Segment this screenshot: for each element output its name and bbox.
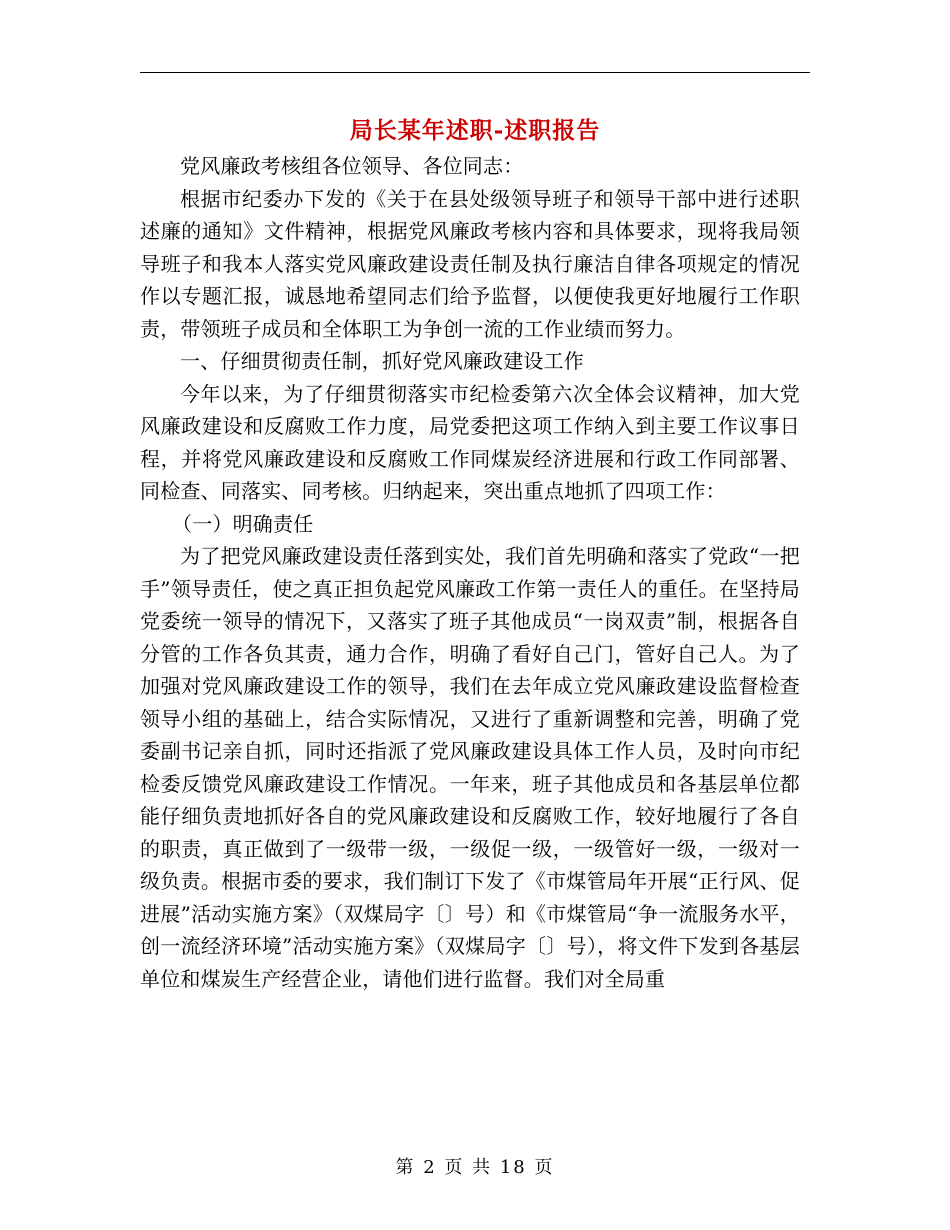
intro-paragraph: 根据市纪委办下发的《关于在县处级领导班子和领导干部中进行述职述廉的通知》文件精神，根据党风廉政考核内容和具体要求，现将我局领导班子和我本人落实党风廉政建设责任制及执行廉洁自律各项规定的情况作以专题汇报，诚恳地希望同志们给予监督，以便使我更好地履行工作职责，带领班子成员和全体职工为争创一流的工作业绩而努力。	[140, 186, 800, 341]
header-rule	[140, 72, 810, 73]
document-body	[140, 150, 800, 995]
subsection-paragraph-1: 为了把党风廉政建设责任落到实处，我们首先明确和落实了党政“一把手”领导责任，使之真正担负起党风廉政工作第一责任人的重任。在坚持局党委统一领导的情况下，又落实了班子其他成员“一岗双责”制，根据各自分管的工作各负其责，通力合作，明确了看好自己门，管好自己人。为了加强对党风廉政建设工作的领导，我们在去年成立党风廉政建设监督检查领导小组的基础上，结合实际情况，又进行了重新调整和完善，明确了党委副书记亲自抓，同时还指派了党风廉政建设具体工作人员，及时向市纪检委反馈党风廉政建设工作情况。一年来，班子其他成员和各基层单位都能仔细负责地抓好各自的党风廉政建设和反腐败工作，较好地履行了各自的职责，真正做到了一级带一级，一级促一级，一级管好一级，一级对一级负责。根据市委的要求，我们制订下发了《市煤管局年开展“正行风、促进展”活动实施方案》（双煤局字〔〕号）和《市煤管局“争一流服务水平，创一流经济环境”活动实施方案》（双煤局字〔〕号），将文件下发到各基层单位和煤炭生产经营企业，请他们进行监督。我们对全局重	[140, 544, 800, 991]
page-number-footer: 第 2 页 共 18 页	[395, 1157, 555, 1178]
document-title: 局长某年述职-述职报告	[349, 117, 601, 144]
section-paragraph-1: 今年以来，为了仔细贯彻落实市纪检委第六次全体会议精神，加大党风廉政建设和反腐败工作力度，局党委把这项工作纳入到主要工作议事日程，并将党风廉政建设和反腐败工作同煤炭经济进展和行政工作同部署、同检查、同落实、同考核。归纳起来，突出重点地抓了四项工作：	[140, 381, 800, 503]
salutation: 党风廉政考核组各位领导、各位同志：	[180, 154, 524, 178]
section-heading-1: 一、仔细贯彻责任制，抓好党风廉政建设工作	[180, 349, 584, 373]
subsection-heading-1: （一）明确责任	[172, 511, 314, 536]
